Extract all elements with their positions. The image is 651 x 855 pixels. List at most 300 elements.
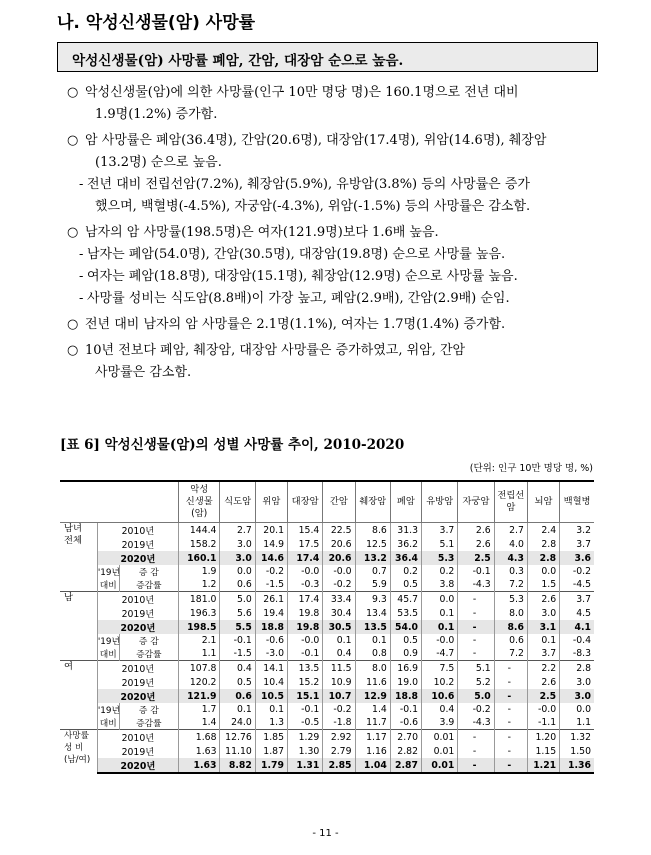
table-row bbox=[60, 578, 594, 592]
value-cell: 11.10 bbox=[220, 744, 255, 758]
value-cell: -0.1 bbox=[390, 703, 421, 716]
value-cell: 1.04 bbox=[355, 758, 390, 773]
table-row bbox=[60, 689, 594, 703]
bullet-marker: - bbox=[79, 269, 84, 284]
table-row bbox=[60, 592, 594, 607]
value-cell: -1.8 bbox=[323, 716, 355, 730]
bullet-line bbox=[57, 152, 607, 174]
year-cell: 2020년 bbox=[97, 758, 178, 773]
value-cell: 0.7 bbox=[355, 565, 390, 578]
summary-box bbox=[57, 42, 598, 72]
bullet-text: 했으며, 백혈병(-4.5%), 자궁암(-4.3%), 위암(-1.5%) 등의 사망률은 감소함. bbox=[95, 199, 531, 214]
column-header: 췌장암 bbox=[355, 481, 390, 523]
year-cell: 2020년 bbox=[97, 689, 178, 703]
value-cell: -0.1 bbox=[458, 565, 494, 578]
value-cell: - bbox=[494, 758, 527, 773]
value-cell: -0.0 bbox=[323, 565, 355, 578]
value-cell: 8.0 bbox=[355, 661, 390, 676]
bullet-line bbox=[57, 174, 607, 196]
value-cell: 8.0 bbox=[494, 606, 527, 620]
table-row bbox=[60, 565, 594, 578]
bullet-text: 전년 대비 전립선암(7.2%), 췌장암(5.9%), 유방암(3.8%) 등의 사망률은 증가 bbox=[87, 177, 530, 192]
value-cell: 2.8 bbox=[527, 551, 559, 565]
value-cell: -0.2 bbox=[323, 578, 355, 592]
value-cell: 0.3 bbox=[494, 565, 527, 578]
value-cell: 1.15 bbox=[527, 744, 559, 758]
value-cell: - bbox=[494, 716, 527, 730]
value-cell: -0.3 bbox=[288, 578, 323, 592]
value-cell: -4.3 bbox=[458, 578, 494, 592]
comparison-base: 대비 bbox=[97, 578, 119, 592]
value-cell: 1.20 bbox=[527, 730, 559, 745]
value-cell: 1.29 bbox=[288, 730, 323, 745]
value-cell: 1.1 bbox=[560, 716, 594, 730]
value-cell: 1.16 bbox=[355, 744, 390, 758]
bullet-line bbox=[57, 266, 607, 288]
year-cell: 2020년 bbox=[97, 551, 178, 565]
comparison-type: 증 감 bbox=[119, 565, 178, 578]
header-blank bbox=[60, 481, 178, 523]
value-cell: 5.1 bbox=[421, 537, 457, 551]
value-cell: 1.21 bbox=[527, 758, 559, 773]
value-cell: 8.82 bbox=[220, 758, 255, 773]
bullet-line bbox=[57, 340, 607, 362]
bullet-text: 남자는 폐암(54.0명), 간암(30.5명), 대장암(19.8명) 순으로 사망률 높음. bbox=[87, 247, 506, 262]
value-cell: 0.1 bbox=[421, 606, 457, 620]
year-cell: 2010년 bbox=[97, 661, 178, 676]
value-cell: 3.7 bbox=[527, 647, 559, 661]
value-cell: 13.4 bbox=[355, 606, 390, 620]
value-cell: 1.9 bbox=[178, 565, 220, 578]
value-cell: 11.6 bbox=[355, 675, 390, 689]
value-cell: 2.92 bbox=[323, 730, 355, 745]
value-cell: 1.7 bbox=[178, 703, 220, 716]
value-cell: 8.6 bbox=[494, 620, 527, 634]
value-cell: 3.8 bbox=[421, 578, 457, 592]
value-cell: 0.01 bbox=[421, 758, 457, 773]
bullet-text: 사망률은 감소함. bbox=[95, 365, 192, 380]
column-header: 자궁암 bbox=[458, 481, 494, 523]
year-cell: 2019년 bbox=[97, 675, 178, 689]
value-cell: 31.3 bbox=[390, 523, 421, 538]
bullet-line bbox=[57, 362, 607, 384]
value-cell: 15.1 bbox=[288, 689, 323, 703]
value-cell: 19.8 bbox=[288, 606, 323, 620]
value-cell: 24.0 bbox=[220, 716, 255, 730]
value-cell: - bbox=[494, 675, 527, 689]
value-cell: 13.5 bbox=[288, 661, 323, 676]
value-cell: 1.50 bbox=[560, 744, 594, 758]
value-cell: 16.9 bbox=[390, 661, 421, 676]
value-cell: -4.5 bbox=[560, 578, 594, 592]
value-cell: 0.0 bbox=[527, 565, 559, 578]
value-cell: 20.1 bbox=[255, 523, 287, 538]
value-cell: 33.4 bbox=[323, 592, 355, 607]
value-cell: 2.6 bbox=[527, 675, 559, 689]
table-row bbox=[60, 620, 594, 634]
column-header: 폐암 bbox=[390, 481, 421, 523]
value-cell: 0.0 bbox=[560, 703, 594, 716]
table-row bbox=[60, 675, 594, 689]
table-header-row bbox=[60, 481, 594, 523]
value-cell: 2.6 bbox=[527, 592, 559, 607]
value-cell: 5.1 bbox=[458, 661, 494, 676]
value-cell: 2.6 bbox=[458, 537, 494, 551]
table-row bbox=[60, 523, 594, 538]
value-cell: 1.5 bbox=[527, 578, 559, 592]
value-cell: 120.2 bbox=[178, 675, 220, 689]
value-cell: 20.6 bbox=[323, 537, 355, 551]
comparison-type: 증감률 bbox=[119, 647, 178, 661]
table-row bbox=[60, 606, 594, 620]
value-cell: 1.68 bbox=[178, 730, 220, 745]
value-cell: 1.30 bbox=[288, 744, 323, 758]
value-cell: 2.8 bbox=[560, 661, 594, 676]
column-header: 악성 신생물 (암) bbox=[178, 481, 220, 523]
value-cell: 0.9 bbox=[390, 647, 421, 661]
value-cell: 1.31 bbox=[288, 758, 323, 773]
value-cell: 0.01 bbox=[421, 730, 457, 745]
value-cell: 22.5 bbox=[323, 523, 355, 538]
value-cell: 18.8 bbox=[390, 689, 421, 703]
bullet-line bbox=[57, 222, 607, 244]
value-cell: - bbox=[458, 592, 494, 607]
value-cell: - bbox=[458, 620, 494, 634]
value-cell: 17.5 bbox=[288, 537, 323, 551]
comparison-type: 증감률 bbox=[119, 578, 178, 592]
comparison-base: '19년 bbox=[97, 634, 119, 647]
column-header: 유방암 bbox=[421, 481, 457, 523]
value-cell: 0.4 bbox=[421, 703, 457, 716]
value-cell: 144.4 bbox=[178, 523, 220, 538]
value-cell: 9.3 bbox=[355, 592, 390, 607]
comparison-type: 증감률 bbox=[119, 716, 178, 730]
value-cell: 15.2 bbox=[288, 675, 323, 689]
value-cell: 3.1 bbox=[527, 620, 559, 634]
table-row bbox=[60, 551, 594, 565]
value-cell: 0.5 bbox=[220, 675, 255, 689]
value-cell: -1.5 bbox=[255, 578, 287, 592]
column-header: 뇌암 bbox=[527, 481, 559, 523]
value-cell: 45.7 bbox=[390, 592, 421, 607]
value-cell: - bbox=[494, 689, 527, 703]
value-cell: 11.5 bbox=[323, 661, 355, 676]
value-cell: -0.6 bbox=[255, 634, 287, 647]
value-cell: 3.7 bbox=[560, 592, 594, 607]
table-row bbox=[60, 647, 594, 661]
table-row bbox=[60, 703, 594, 716]
value-cell: 5.9 bbox=[355, 578, 390, 592]
value-cell: 36.2 bbox=[390, 537, 421, 551]
value-cell: 2.1 bbox=[178, 634, 220, 647]
value-cell: 8.6 bbox=[355, 523, 390, 538]
value-cell: -0.0 bbox=[288, 634, 323, 647]
value-cell: 53.5 bbox=[390, 606, 421, 620]
value-cell: 4.0 bbox=[494, 537, 527, 551]
value-cell: 2.79 bbox=[323, 744, 355, 758]
value-cell: 2.82 bbox=[390, 744, 421, 758]
bullet-marker: ○ bbox=[67, 85, 79, 100]
value-cell: - bbox=[494, 661, 527, 676]
value-cell: 3.7 bbox=[560, 537, 594, 551]
value-cell: 1.3 bbox=[255, 716, 287, 730]
value-cell: 7.2 bbox=[494, 647, 527, 661]
value-cell: 2.85 bbox=[323, 758, 355, 773]
value-cell: 2.6 bbox=[458, 523, 494, 538]
value-cell: -0.2 bbox=[560, 565, 594, 578]
value-cell: 3.0 bbox=[220, 537, 255, 551]
value-cell: 5.2 bbox=[458, 675, 494, 689]
value-cell: 0.01 bbox=[421, 744, 457, 758]
summary-text: 악성신생물(암) 사망률 폐암, 간암, 대장암 순으로 높음. bbox=[72, 53, 404, 69]
bullet-line bbox=[57, 244, 607, 266]
value-cell: - bbox=[458, 634, 494, 647]
value-cell: 12.5 bbox=[355, 537, 390, 551]
value-cell: -0.0 bbox=[421, 634, 457, 647]
mortality-table bbox=[60, 480, 594, 774]
bullet-text: (13.2명) 순으로 높음. bbox=[95, 155, 222, 170]
value-cell: 17.4 bbox=[288, 551, 323, 565]
value-cell: 19.8 bbox=[288, 620, 323, 634]
column-header: 백혈병 bbox=[560, 481, 594, 523]
value-cell: 20.6 bbox=[323, 551, 355, 565]
value-cell: 1.87 bbox=[255, 744, 287, 758]
value-cell: 54.0 bbox=[390, 620, 421, 634]
value-cell: 2.5 bbox=[527, 689, 559, 703]
value-cell: 2.5 bbox=[458, 551, 494, 565]
value-cell: 1.79 bbox=[255, 758, 287, 773]
bullet-marker: ○ bbox=[67, 317, 79, 332]
value-cell: -0.1 bbox=[288, 647, 323, 661]
value-cell: 0.6 bbox=[494, 634, 527, 647]
value-cell: 121.9 bbox=[178, 689, 220, 703]
value-cell: -0.6 bbox=[390, 716, 421, 730]
value-cell: 12.9 bbox=[355, 689, 390, 703]
value-cell: -8.3 bbox=[560, 647, 594, 661]
value-cell: 26.1 bbox=[255, 592, 287, 607]
value-cell: -0.1 bbox=[220, 634, 255, 647]
value-cell: 0.5 bbox=[390, 578, 421, 592]
value-cell: 10.9 bbox=[323, 675, 355, 689]
column-header: 간암 bbox=[323, 481, 355, 523]
value-cell: 3.9 bbox=[421, 716, 457, 730]
value-cell: 0.4 bbox=[220, 661, 255, 676]
value-cell: 1.17 bbox=[355, 730, 390, 745]
bullet-marker: ○ bbox=[67, 343, 79, 358]
value-cell: - bbox=[494, 744, 527, 758]
table-row bbox=[60, 661, 594, 676]
value-cell: 1.63 bbox=[178, 744, 220, 758]
year-cell: 2019년 bbox=[97, 606, 178, 620]
value-cell: -0.2 bbox=[458, 703, 494, 716]
value-cell: 1.4 bbox=[178, 716, 220, 730]
value-cell: 30.5 bbox=[323, 620, 355, 634]
value-cell: 15.4 bbox=[288, 523, 323, 538]
value-cell: 3.0 bbox=[527, 606, 559, 620]
column-header: 전립선 암 bbox=[494, 481, 527, 523]
year-cell: 2010년 bbox=[97, 592, 178, 607]
value-cell: 0.8 bbox=[355, 647, 390, 661]
bullet-line bbox=[57, 314, 607, 336]
value-cell: 2.7 bbox=[494, 523, 527, 538]
value-cell: -1.5 bbox=[220, 647, 255, 661]
value-cell: 1.32 bbox=[560, 730, 594, 745]
value-cell: 5.5 bbox=[220, 620, 255, 634]
value-cell: 14.9 bbox=[255, 537, 287, 551]
comparison-type: 증 감 bbox=[119, 634, 178, 647]
value-cell: 17.4 bbox=[288, 592, 323, 607]
value-cell: 14.1 bbox=[255, 661, 287, 676]
bullet-text: 암 사망률은 폐암(36.4명), 간암(20.6명), 대장암(17.4명), 위암(14.6명), 췌장암 bbox=[85, 133, 547, 148]
value-cell: 2.4 bbox=[527, 523, 559, 538]
value-cell: 3.0 bbox=[560, 689, 594, 703]
bullet-marker: ○ bbox=[67, 225, 79, 240]
value-cell: -1.1 bbox=[527, 716, 559, 730]
value-cell: -0.0 bbox=[527, 703, 559, 716]
value-cell: 4.5 bbox=[560, 606, 594, 620]
value-cell: 1.85 bbox=[255, 730, 287, 745]
bullet-line bbox=[57, 104, 607, 126]
comparison-base: '19년 bbox=[97, 565, 119, 578]
value-cell: 2.8 bbox=[527, 537, 559, 551]
value-cell: 12.76 bbox=[220, 730, 255, 745]
value-cell: 10.7 bbox=[323, 689, 355, 703]
bullet-text: 전년 대비 남자의 암 사망률은 2.1명(1.1%), 여자는 1.7명(1.4%) 증가함. bbox=[85, 317, 506, 332]
table-row bbox=[60, 744, 594, 758]
comparison-base: 대비 bbox=[97, 716, 119, 730]
value-cell: 196.3 bbox=[178, 606, 220, 620]
table-row bbox=[60, 730, 594, 745]
year-cell: 2019년 bbox=[97, 744, 178, 758]
value-cell: 30.4 bbox=[323, 606, 355, 620]
value-cell: -0.1 bbox=[288, 703, 323, 716]
column-header: 대장암 bbox=[288, 481, 323, 523]
value-cell: 160.1 bbox=[178, 551, 220, 565]
value-cell: 107.8 bbox=[178, 661, 220, 676]
table-row bbox=[60, 716, 594, 730]
value-cell: 0.6 bbox=[220, 689, 255, 703]
group-label: 남 bbox=[60, 592, 97, 661]
value-cell: 0.2 bbox=[421, 565, 457, 578]
value-cell: 5.3 bbox=[421, 551, 457, 565]
value-cell: 3.7 bbox=[421, 523, 457, 538]
group-label: 사망률 성 비 (남/여) bbox=[60, 730, 97, 774]
bullet-text: 1.9명(1.2%) 증가함. bbox=[95, 107, 218, 122]
value-cell: 1.4 bbox=[355, 703, 390, 716]
group-label: 남녀 전체 bbox=[60, 523, 97, 592]
value-cell: 181.0 bbox=[178, 592, 220, 607]
value-cell: 19.0 bbox=[390, 675, 421, 689]
page-number: - 11 - bbox=[312, 828, 339, 839]
value-cell: 19.4 bbox=[255, 606, 287, 620]
value-cell: 0.5 bbox=[390, 634, 421, 647]
bullet-marker: - bbox=[79, 247, 84, 262]
bullet-marker: ○ bbox=[67, 133, 79, 148]
value-cell: 14.6 bbox=[255, 551, 287, 565]
value-cell: -0.2 bbox=[323, 703, 355, 716]
year-cell: 2020년 bbox=[97, 620, 178, 634]
value-cell: -4.7 bbox=[421, 647, 457, 661]
section-title: 나. 악성신생물(암) 사망률 bbox=[57, 13, 256, 33]
bullet-text: 남자의 암 사망률(198.5명)은 여자(121.9명)보다 1.6배 높음. bbox=[85, 225, 439, 240]
value-cell: 0.1 bbox=[421, 620, 457, 634]
bullet-text: 10년 전보다 폐암, 췌장암, 대장암 사망률은 증가하였고, 위암, 간암 bbox=[85, 343, 466, 358]
bullet-text: 여자는 폐암(18.8명), 대장암(15.1명), 췌장암(12.9명) 순으로 사망률 높음. bbox=[87, 269, 518, 284]
value-cell: -0.4 bbox=[560, 634, 594, 647]
value-cell: 1.1 bbox=[178, 647, 220, 661]
bullet-line bbox=[57, 288, 607, 310]
value-cell: 3.0 bbox=[560, 675, 594, 689]
value-cell: 10.2 bbox=[421, 675, 457, 689]
year-cell: 2010년 bbox=[97, 730, 178, 745]
value-cell: 7.2 bbox=[494, 578, 527, 592]
bullet-line bbox=[57, 130, 607, 152]
value-cell: 0.6 bbox=[220, 578, 255, 592]
value-cell: 0.1 bbox=[255, 703, 287, 716]
value-cell: 7.5 bbox=[421, 661, 457, 676]
value-cell: 1.36 bbox=[560, 758, 594, 773]
value-cell: 3.2 bbox=[560, 523, 594, 538]
year-cell: 2019년 bbox=[97, 537, 178, 551]
value-cell: 36.4 bbox=[390, 551, 421, 565]
value-cell: 13.2 bbox=[355, 551, 390, 565]
value-cell: 5.0 bbox=[220, 592, 255, 607]
value-cell: 0.0 bbox=[421, 592, 457, 607]
bullet-list bbox=[57, 82, 607, 384]
value-cell: -0.0 bbox=[288, 565, 323, 578]
value-cell: - bbox=[494, 703, 527, 716]
value-cell: 198.5 bbox=[178, 620, 220, 634]
value-cell: 0.1 bbox=[527, 634, 559, 647]
column-header: 위암 bbox=[255, 481, 287, 523]
value-cell: 10.4 bbox=[255, 675, 287, 689]
value-cell: - bbox=[458, 744, 494, 758]
value-cell: 4.3 bbox=[494, 551, 527, 565]
value-cell: 5.3 bbox=[494, 592, 527, 607]
bullet-marker: - bbox=[79, 291, 84, 306]
value-cell: 0.4 bbox=[323, 647, 355, 661]
value-cell: 0.2 bbox=[390, 565, 421, 578]
group-label: 여 bbox=[60, 661, 97, 730]
unit-note: (단위: 인구 10만 명당 명, %) bbox=[469, 463, 593, 474]
value-cell: 4.1 bbox=[560, 620, 594, 634]
value-cell: - bbox=[458, 647, 494, 661]
bullet-line bbox=[57, 196, 607, 218]
value-cell: 2.70 bbox=[390, 730, 421, 745]
value-cell: 13.5 bbox=[355, 620, 390, 634]
value-cell: - bbox=[494, 730, 527, 745]
comparison-base: 대비 bbox=[97, 647, 119, 661]
value-cell: 10.6 bbox=[421, 689, 457, 703]
value-cell: 3.0 bbox=[220, 551, 255, 565]
table-title: [표 6] 악성신생물(암)의 성별 사망률 추이, 2010-2020 bbox=[60, 437, 405, 453]
value-cell: 11.7 bbox=[355, 716, 390, 730]
value-cell: 0.1 bbox=[220, 703, 255, 716]
value-cell: 18.8 bbox=[255, 620, 287, 634]
value-cell: 1.63 bbox=[178, 758, 220, 773]
value-cell: 2.87 bbox=[390, 758, 421, 773]
bullet-marker: - bbox=[79, 177, 84, 192]
value-cell: -3.0 bbox=[255, 647, 287, 661]
table-row bbox=[60, 537, 594, 551]
value-cell: 158.2 bbox=[178, 537, 220, 551]
table-row bbox=[60, 758, 594, 773]
value-cell: 0.1 bbox=[323, 634, 355, 647]
value-cell: - bbox=[458, 758, 494, 773]
bullet-line bbox=[57, 82, 607, 104]
year-cell: 2010년 bbox=[97, 523, 178, 538]
value-cell: 2.2 bbox=[527, 661, 559, 676]
